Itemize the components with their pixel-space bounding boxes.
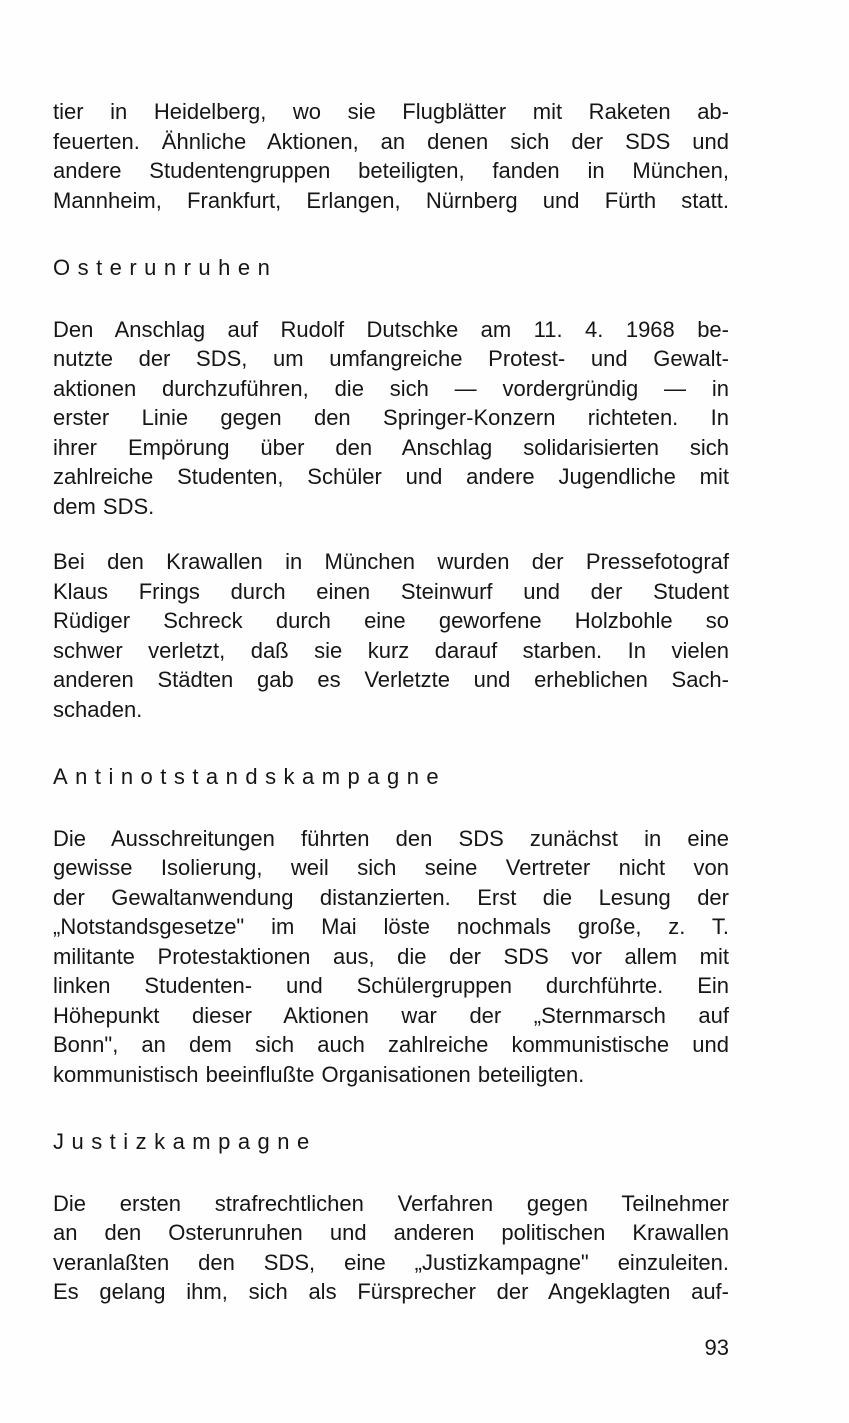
section-heading: Osterunruhen xyxy=(53,255,278,280)
text-line: Höhepunkt dieser Aktionen war der „Sternmarsch auf xyxy=(53,1002,729,1028)
text-line: Rüdiger Schreck durch eine geworfene Holzbohle so xyxy=(53,608,729,633)
text-line: Klaus Frings durch einen Steinwurf und der Student xyxy=(53,578,729,604)
text-line: kommunistisch beeinflußte Organisationen beteiligten. xyxy=(53,1061,585,1087)
text-line: Bonn", an dem sich auch zahlreiche kommunistische und xyxy=(53,1032,729,1057)
text-line: tier in Heidelberg, wo sie Flugblätter mit Raketen ab- xyxy=(53,99,729,124)
text-line: militante Protestaktionen aus, die der SDS vor allem mit xyxy=(53,943,729,969)
text-line: linken Studenten- und Schülergruppen durchführte. Ein xyxy=(53,973,729,998)
section-heading: Antinotstandskampagne xyxy=(53,764,447,789)
text-block xyxy=(53,97,729,1307)
text-line: an den Osterunruhen und anderen politischen Krawallen xyxy=(53,1220,729,1245)
paragraph xyxy=(53,97,729,215)
paragraph xyxy=(53,824,729,1090)
section-heading: Justizkampagne xyxy=(53,1129,317,1154)
text-line: dem SDS. xyxy=(53,493,155,519)
text-line: veranlaßten den SDS, eine „Justizkampagne" einzuleiten. xyxy=(53,1249,729,1275)
text-line: andere Studentengruppen beteiligten, fanden in München, xyxy=(53,158,729,183)
paragraph xyxy=(53,315,729,522)
text-line: gewisse Isolierung, weil sich seine Vertreter nicht von xyxy=(53,855,729,880)
text-line: schwer verletzt, daß sie kurz darauf starben. In vielen xyxy=(53,637,729,663)
text-line: Die ersten strafrechtlichen Verfahren gegen Teilnehmer xyxy=(53,1190,729,1216)
text-line: zahlreiche Studenten, Schüler und andere Jugendliche mit xyxy=(53,464,729,489)
text-line: „Notstandsgesetze" im Mai löste nochmals große, z. T. xyxy=(53,914,729,939)
page-number: 93 xyxy=(704,1334,729,1360)
text-line: ihrer Empörung über den Anschlag solidarisierten sich xyxy=(53,434,729,460)
text-line: Den Anschlag auf Rudolf Dutschke am 11. 4. 1968 be- xyxy=(53,316,729,342)
text-line: anderen Städten gab es Verletzte und erheblichen Sach- xyxy=(53,667,729,692)
text-line: schaden. xyxy=(53,696,143,722)
text-line: erster Linie gegen den Springer-Konzern richteten. In xyxy=(53,405,729,430)
paragraph xyxy=(53,547,729,724)
text-line: feuerten. Ähnliche Aktionen, an denen sich der SDS und xyxy=(53,128,729,154)
text-column xyxy=(53,97,729,1362)
text-line: Die Ausschreitungen führten den SDS zunächst in eine xyxy=(53,825,729,851)
text-line: Mannheim, Frankfurt, Erlangen, Nürnberg und Fürth statt. xyxy=(53,187,729,213)
paragraph xyxy=(53,1189,729,1307)
text-line: der Gewaltanwendung distanzierten. Erst die Lesung der xyxy=(53,884,729,910)
text-line: Bei den Krawallen in München wurden der Pressefotograf xyxy=(53,549,729,574)
text-line: nutzte der SDS, um umfangreiche Protest- und Gewalt- xyxy=(53,346,729,371)
text-line: Es gelang ihm, sich als Fürsprecher der Angeklagten auf- xyxy=(53,1279,729,1304)
text-line: aktionen durchzuführen, die sich — vordergründig — in xyxy=(53,375,729,401)
